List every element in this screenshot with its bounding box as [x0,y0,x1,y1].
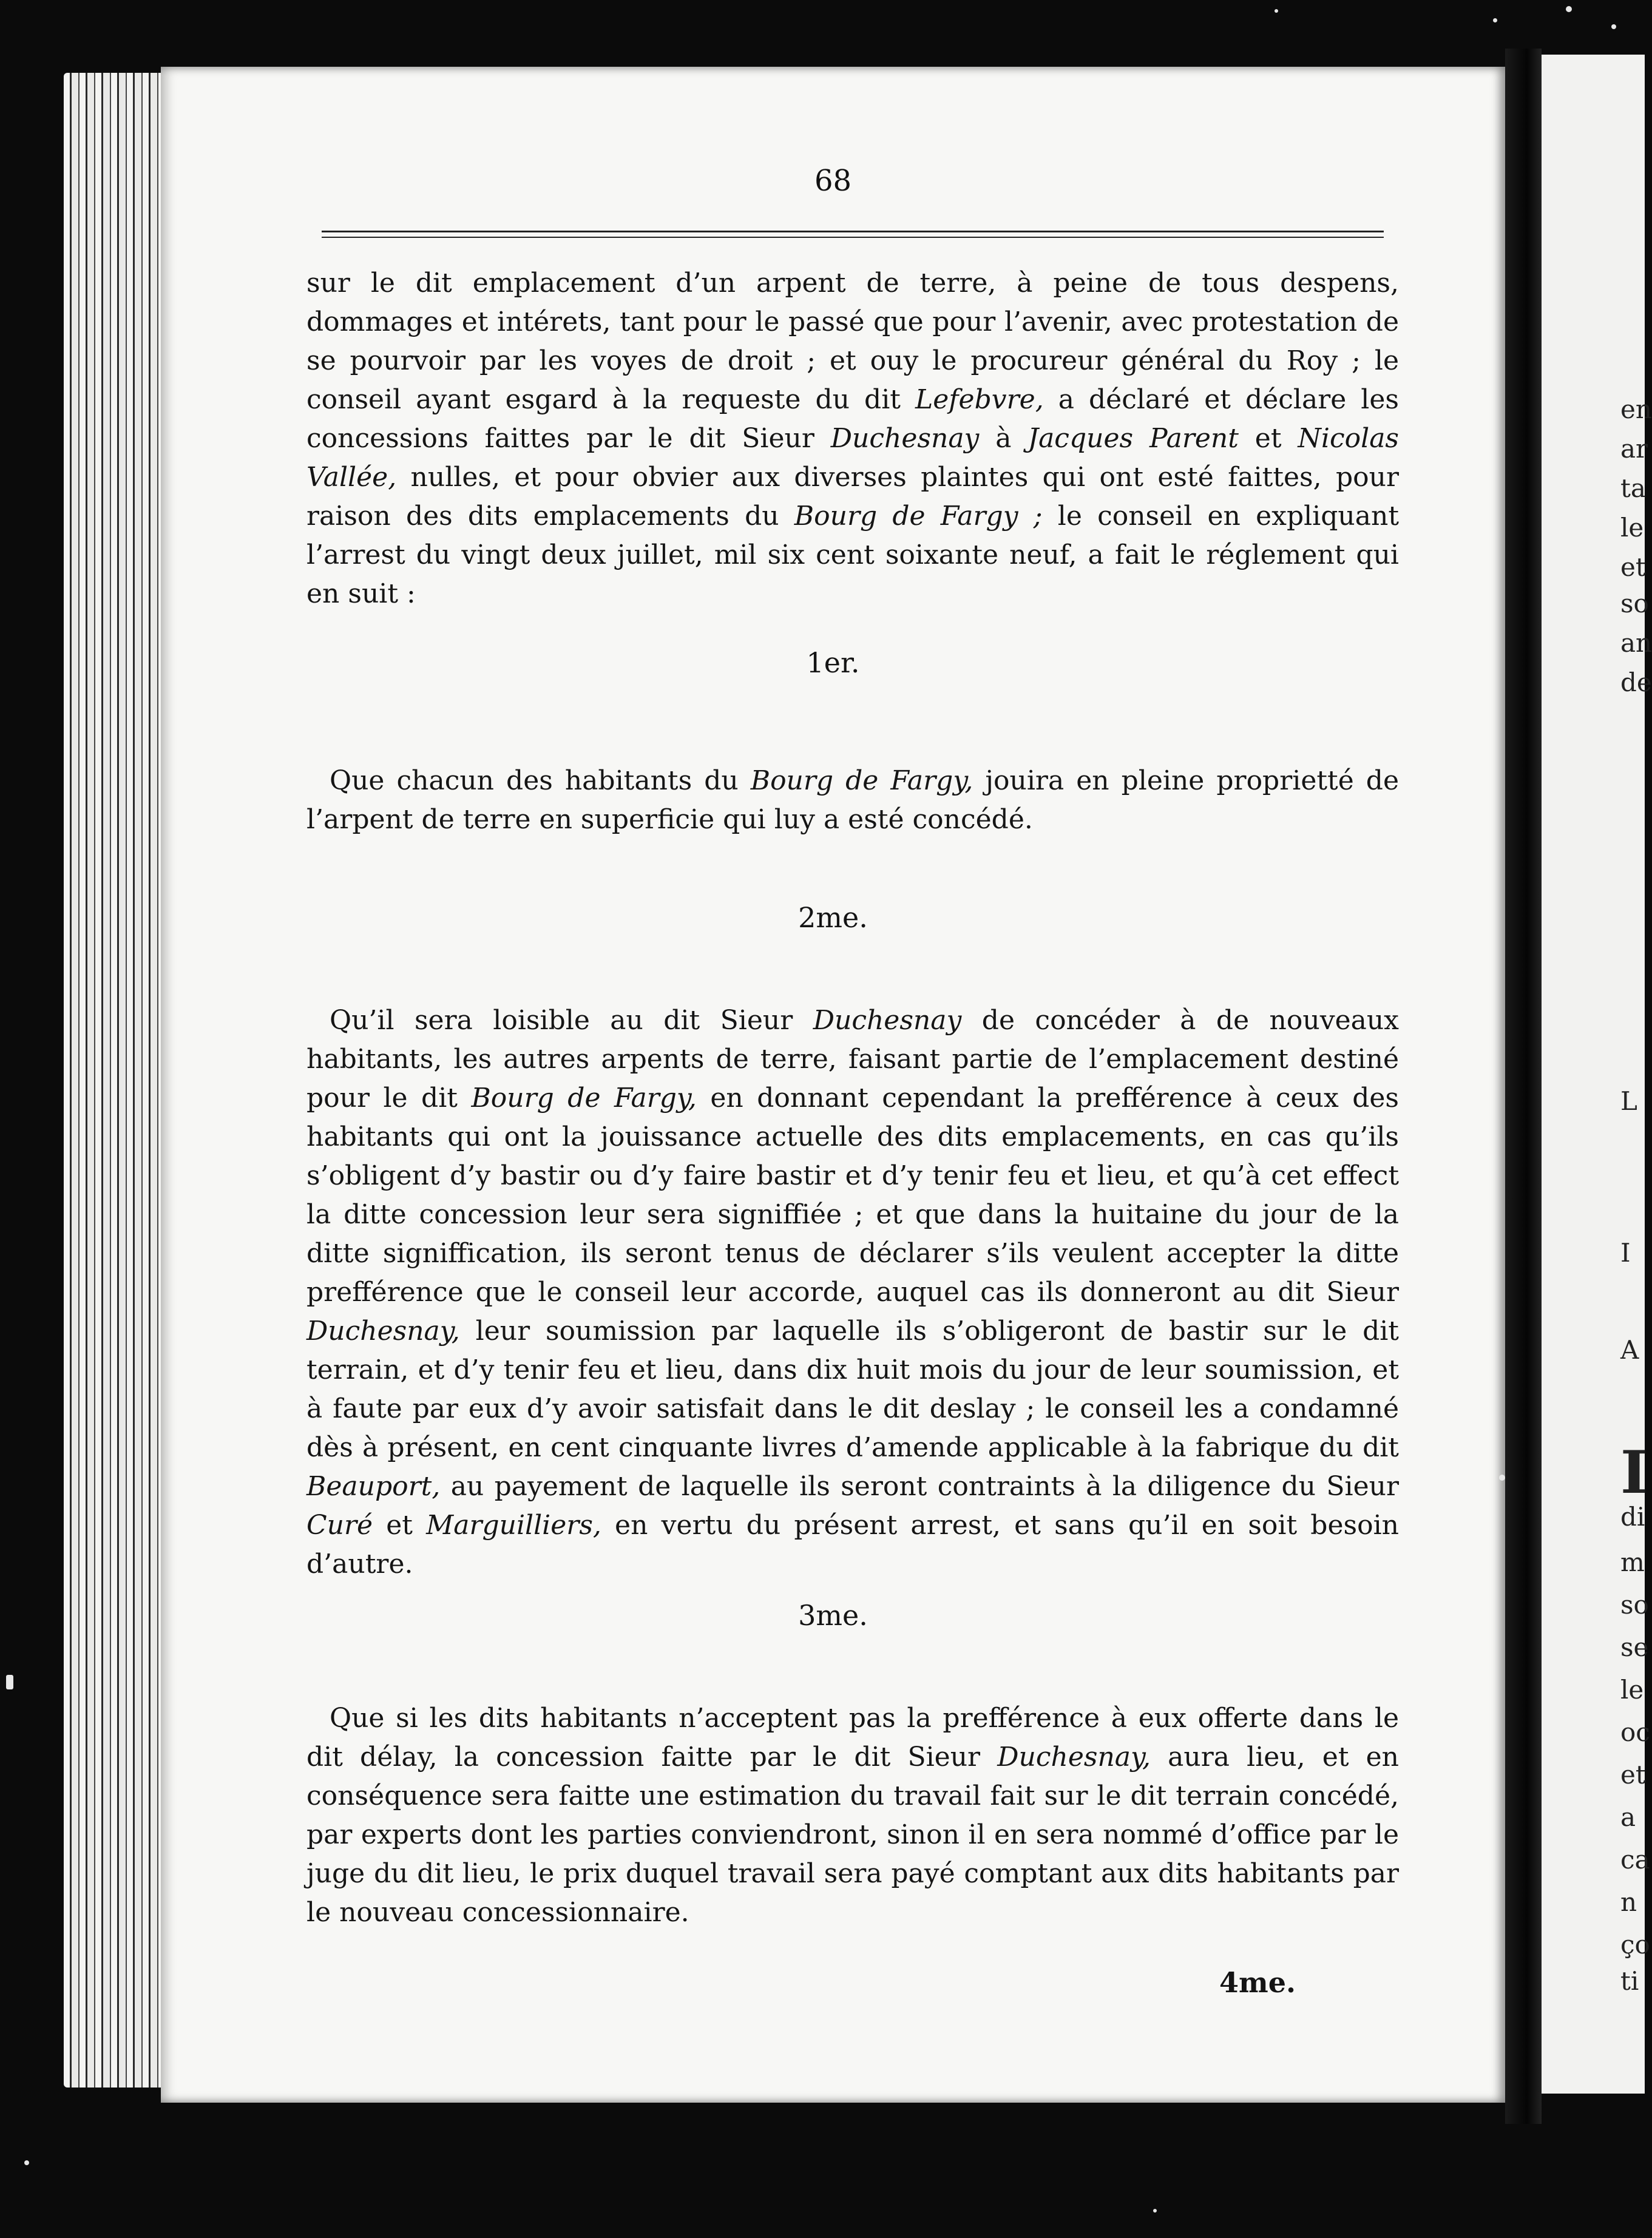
adjacent-page-fragment: ar [1620,434,1648,464]
adjacent-page-fragment: le [1620,1675,1644,1705]
adjacent-page-fragment: so [1620,1590,1649,1620]
scan-speck [1611,24,1616,29]
italic-name: Jacques Parent [1027,423,1239,454]
adjacent-page-fragment: ca [1620,1845,1650,1875]
paragraph-text: Qu’il sera loisible au dit Sieur Duchesnay de concéder à de nouveaux habitants, les autres arpents de terre, faisant partie de l’emplacement destiné pour le dit Bourg de Fargy, en donnant cependant la prefférence à ceux des habitants qui ont la jouissance actuelle des dits emplacements, en cas qu’ils s’obligent d’y bastir ou d’y faire bastir et d’y tenir feu et lieu, et qu’à cet effect la ditte concession leur sera signiffiée ; et que dans la huitaine du jour de la ditte signiffication, ils seront tenus de déclarer s’ils veulent accepter la ditte prefférence que le conseil leur accorde, auquel cas ils donneront au dit Sieur Duchesnay, leur soumission par laquelle ils s’obligeront de bastir sur le dit terrain, et d’y tenir feu et lieu, dans dix huit mois du jour de leur soumission, et à faute par eux d’y avoir satisfait dans le dit deslay ; le conseil les a condamné dès à présent, en cent cinquante livres d’amende applicable à la fabrique du dit Beauport, au payement de laquelle ils seront contraints à la diligence du Sieur Curé et Marguilliers, en vertu du présent arrest, et sans qu’il en soit besoin d’autre. [306,1005,1399,1580]
adjacent-page [1542,55,1652,2094]
italic-name: Lefebvre, [915,384,1044,415]
italic-name: Bourg de Fargy ; [794,501,1043,532]
italic-name: Nicolas Vallée, [306,423,1400,493]
adjacent-page-fragment: an [1620,628,1652,658]
scan-speck [1153,2209,1157,2213]
adjacent-page-fragment: et [1620,1760,1646,1790]
article-3-paragraph [306,1699,1399,1932]
italic-name: Beauport, [306,1471,441,1502]
scan-speck [24,2160,29,2165]
italic-name: Duchesnay, [997,1742,1151,1773]
adjacent-page-fragment: I [1620,1438,1648,1507]
adjacent-page-fragment: di [1620,1502,1645,1532]
scan-speck [1493,18,1497,22]
adjacent-page-fragment: oc [1620,1717,1650,1747]
article-heading-3: 3me. [798,1599,868,1632]
book-page-edges [64,73,170,2088]
adjacent-page-fragment: et [1620,552,1646,582]
adjacent-page-fragment: se [1620,1632,1649,1662]
catchword: 4me. [1219,1966,1296,1999]
adjacent-page-fragment: ti [1620,1966,1639,1996]
italic-name: Curé [306,1510,373,1541]
italic-name: Duchesnay [830,423,980,454]
adjacent-page-fragment: A [1620,1335,1639,1365]
header-rule-bottom [322,237,1384,238]
adjacent-page-fragment: m [1620,1547,1645,1577]
scanned-page [161,67,1505,2103]
adjacent-page-fragment: I [1620,1238,1631,1268]
article-2-paragraph [306,1001,1399,1584]
italic-name: Bourg de Fargy, [471,1083,697,1114]
page-number: 68 [814,164,852,198]
paragraph-text: Que si les dits habitants n’acceptent pas la prefférence à eux offerte dans le dit délay, la concession faitte par le dit Sieur Duchesnay, aura lieu, et en conséquence sera faitte une estimation du travail fait sur le dit terrain concédé, par experts dont les parties conviendront, sinon il en sera nommé d’office par le juge du dit lieu, le prix duquel travail sera payé comptant aux dits habitants par le nouveau concessionnaire. [306,1703,1400,1928]
adjacent-page-fragment: L [1620,1086,1637,1116]
adjacent-page-fragment: de [1620,668,1652,697]
scan-speck [1566,6,1572,12]
adjacent-page-fragment: le [1620,513,1644,543]
article-heading-1: 1er. [806,646,860,679]
adjacent-page-fragment: ta [1620,473,1646,503]
italic-name: Duchesnay, [306,1316,460,1347]
article-1-paragraph [306,762,1399,839]
adjacent-page-fragment: a [1620,1802,1636,1832]
adjacent-page-fragment: en [1620,394,1652,424]
italic-name: Duchesnay [813,1005,962,1036]
italic-name: Bourg de Fargy, [750,765,973,796]
binding-gutter [1505,49,1542,2124]
intro-paragraph [306,264,1399,614]
adjacent-page-fragment: so [1620,589,1649,618]
scan-speck [1275,9,1278,13]
italic-name: Marguilliers, [426,1510,601,1541]
scan-speck [1499,1475,1505,1481]
adjacent-page-fragment: ço [1620,1930,1650,1959]
article-heading-2: 2me. [798,901,868,934]
adjacent-page-fragment: n [1620,1887,1637,1917]
scan-speck [6,1675,13,1689]
header-rule-top [322,231,1384,232]
paragraph-text: Que chacun des habitants du Bourg de Fargy, jouira en pleine proprietté de l’arpent de terre en superficie qui luy a esté concédé. [306,765,1400,835]
paragraph-text: sur le dit emplacement d’un arpent de terre, à peine de tous despens, dommages et intérets, tant pour le passé que pour l’avenir, avec protestation de se pourvoir par les voyes de droit ; et ouy le procureur général du Roy ; le conseil ayant esgard à la requeste du dit Lefebvre, a déclaré et déclare les concessions faittes par le dit Sieur Duchesnay à Jacques Parent et Nicolas Vallée, nulles, et pour obvier aux diverses plaintes qui ont esté faittes, pour raison des dits emplacements du Bourg de Fargy ; le conseil en expliquant l’arrest du vingt deux juillet, mil six cent soixante neuf, a fait le réglement qui en suit : [306,268,1400,609]
